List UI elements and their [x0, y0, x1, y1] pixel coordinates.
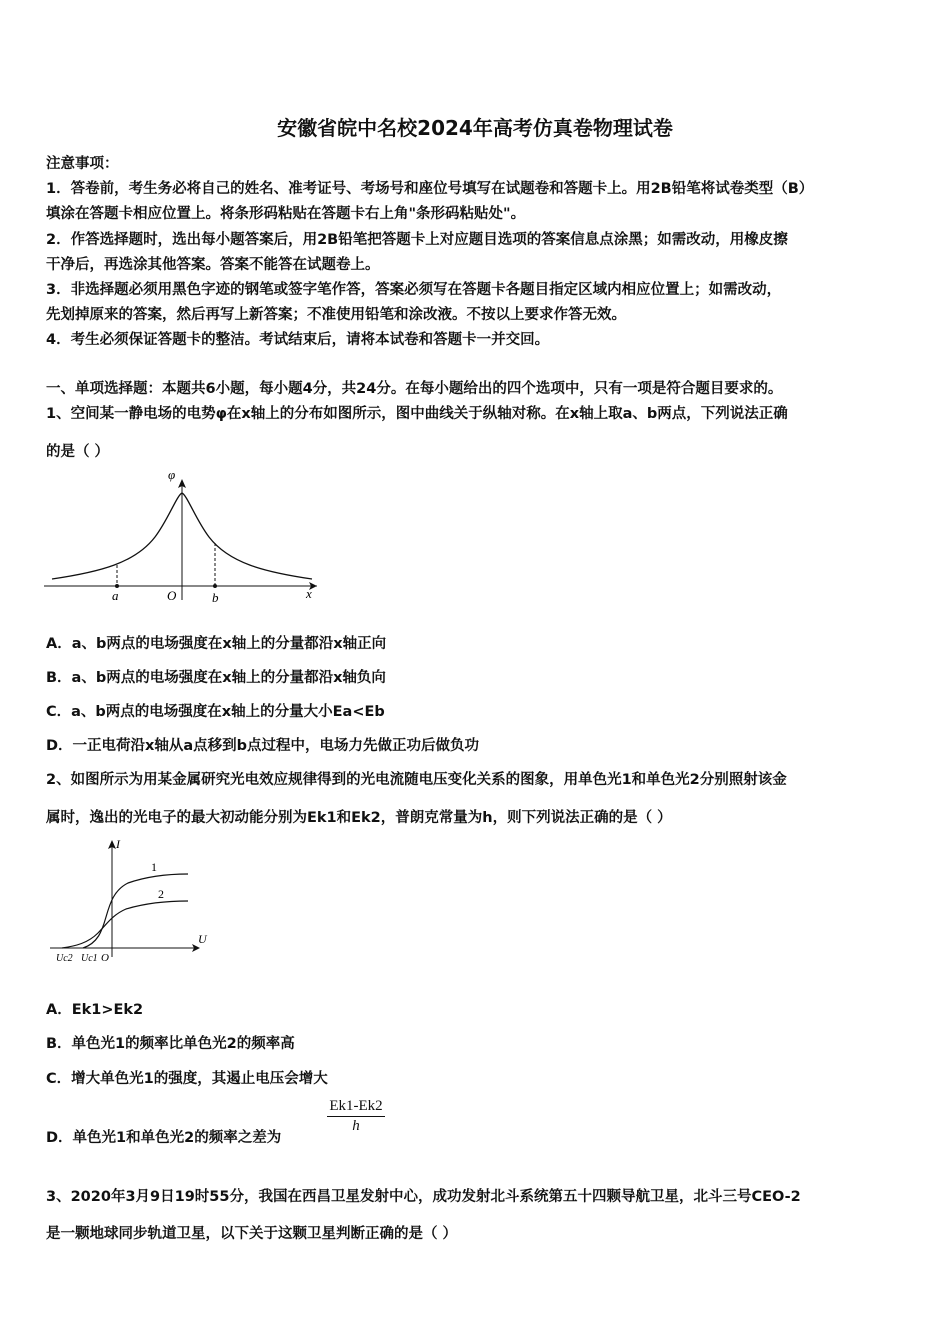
- b-label: b: [212, 590, 219, 605]
- origin-label: O: [101, 952, 109, 964]
- q3-stem: 3、2020年3月9日19时55分，我国在西昌卫星发射中心，成功发射北斗系统第五十四颗导航卫星，北斗三号CEO-2: [46, 1189, 801, 1205]
- x-label: x: [306, 586, 312, 601]
- q2-option-a: A．Ek1>Ek2: [46, 1002, 144, 1018]
- frequency-difference-fraction: [327, 1098, 385, 1135]
- q2-option-b: B．单色光1的频率比单色光2的频率高: [46, 1036, 295, 1052]
- curve-2: [62, 901, 188, 948]
- section-heading: 一、单项选择题：本题共6小题，每小题4分，共24分。在每小题给出的四个选项中，只有一项是符合题目要求的。: [46, 381, 783, 397]
- q3-stem: 是一颗地球同步轨道卫星，以下关于这颗卫星判断正确的是（ ）: [46, 1226, 458, 1242]
- q1-option-a: A．a、b两点的电场强度在x轴上的分量都沿x轴正向: [46, 636, 387, 652]
- q2-option-d: D．单色光1和单色光2的频率之差为: [46, 1130, 282, 1146]
- notice-line: 干净后，再选涂其他答案。答案不能答在试题卷上。: [46, 257, 380, 273]
- q1-option-d: D．一正电荷沿x轴从a点移到b点过程中，电场力先做正功后做负功: [46, 738, 480, 754]
- notice-line: 1．答卷前，考生务必将自己的姓名、准考证号、考场号和座位号填写在试题卷和答题卡上。用2B铅笔将试卷类型（B）: [46, 181, 814, 197]
- notice-line: 3．非选择题必须用黑色字迹的钢笔或签字笔作答，答案必须写在答题卡各题目指定区域内相应位置上；如需改动，: [46, 282, 782, 298]
- curve-2-label: 2: [158, 887, 164, 901]
- curve-1-label: 1: [151, 860, 157, 874]
- q2-option-c: C．增大单色光1的强度，其遏止电压会增大: [46, 1071, 328, 1087]
- q1-option-c: C．a、b两点的电场强度在x轴上的分量大小Ea<Eb: [46, 704, 385, 720]
- q1-stem: 1、空间某一静电场的电势φ在x轴上的分布如图所示，图中曲线关于纵轴对称。在x轴上取a、b两点，下列说法正确: [46, 406, 788, 422]
- notice-line: 4．考生必须保证答题卡的整洁。考试结束后，请将本试卷和答题卡一并交回。: [46, 332, 550, 348]
- q1-stem: 的是（ ）: [46, 444, 110, 460]
- uc1-label: Uc1: [81, 953, 98, 964]
- q2-stem: 属时，逸出的光电子的最大初动能分别为Ek1和Ek2，普朗克常量为h，则下列说法正确的是（ ）: [46, 810, 672, 826]
- q1-option-b: B．a、b两点的电场强度在x轴上的分量都沿x轴负向: [46, 670, 386, 686]
- a-label: a: [112, 588, 119, 603]
- point-b: [213, 584, 217, 588]
- curve-1: [83, 874, 188, 948]
- q2-photocurrent-figure: [48, 835, 218, 970]
- notice-heading: 注意事项：: [46, 156, 119, 172]
- fraction-denominator: h: [352, 1118, 360, 1134]
- page-title: 安徽省皖中名校2024年高考仿真卷物理试卷: [277, 116, 673, 140]
- uc2-label: Uc2: [56, 953, 73, 964]
- q1-potential-figure: [40, 465, 330, 610]
- notice-line: 先划掉原来的答案，然后再写上新答案；不准使用铅笔和涂改液。不按以上要求作答无效。: [46, 307, 626, 323]
- fraction-numerator: Ek1-Ek2: [327, 1098, 385, 1117]
- notice-line: 2．作答选择题时，选出每小题答案后，用2B铅笔把答题卡上对应题目选项的答案信息点涂黑；如需改动，用橡皮擦: [46, 232, 788, 248]
- u-label: U: [198, 932, 207, 946]
- i-label: I: [116, 837, 120, 851]
- notice-line: 填涂在答题卡相应位置上。将条形码粘贴在答题卡右上角"条形码粘贴处"。: [46, 206, 526, 222]
- phi-label: φ: [168, 467, 176, 482]
- q2-stem: 2、如图所示为用某金属研究光电效应规律得到的光电流随电压变化关系的图象，用单色光1和单色光2分别照射该金: [46, 772, 787, 788]
- origin-label: O: [167, 588, 177, 603]
